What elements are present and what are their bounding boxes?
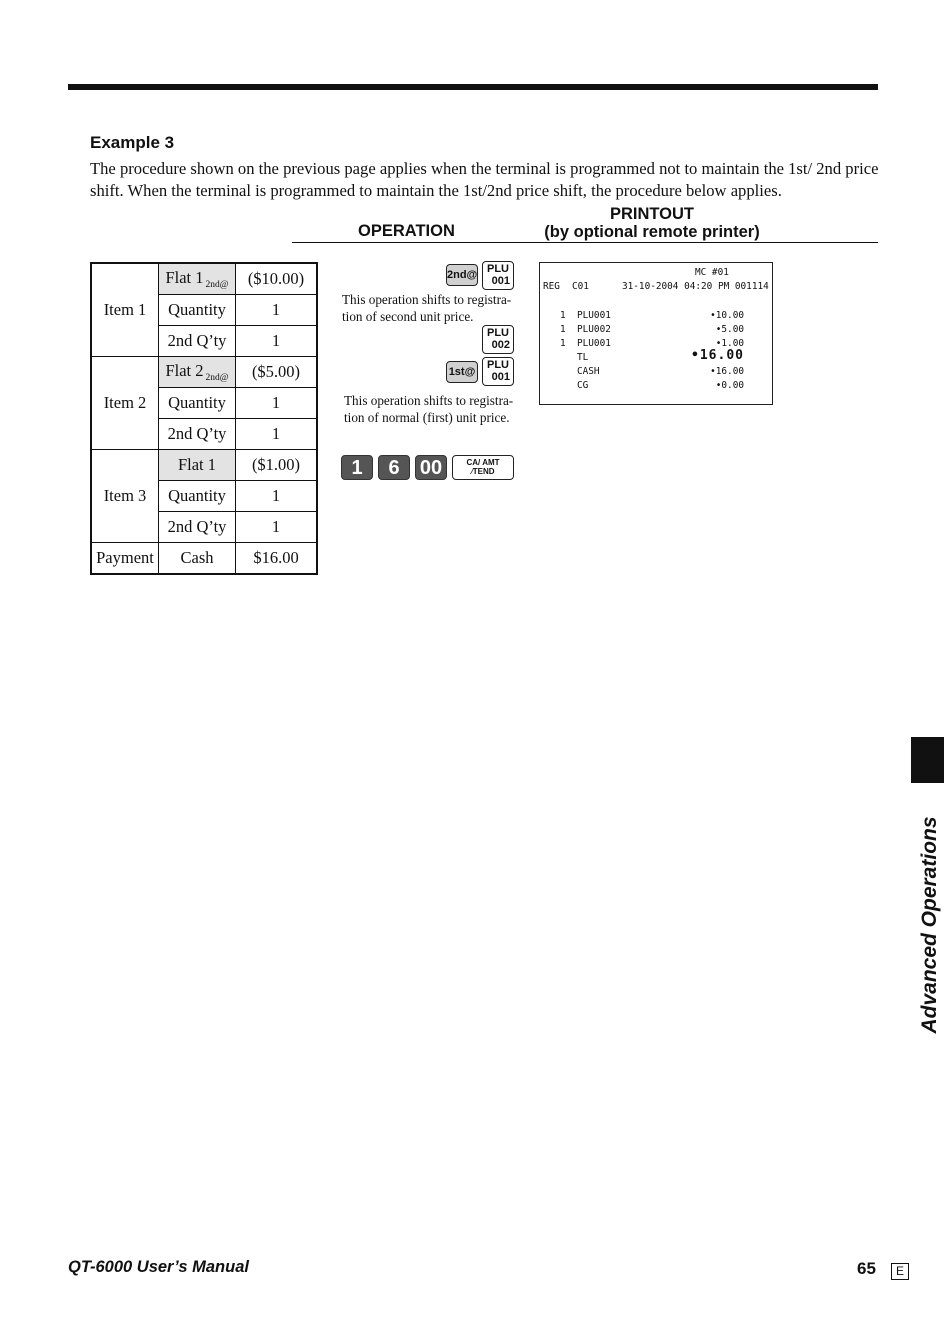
quantity-value: 1 xyxy=(236,295,318,326)
payment-amount: $16.00 xyxy=(236,543,318,575)
receipt-line-name: PLU001 xyxy=(577,338,611,349)
plu-002-key[interactable] xyxy=(482,325,514,354)
tend-key-top: CA/ AMT xyxy=(466,458,500,467)
plu-001-key[interactable] xyxy=(482,357,514,386)
footer-manual-title: QT-6000 User’s Manual xyxy=(68,1258,249,1276)
intro-paragraph: The procedure shown on the previous page applies when the terminal is programmed not to maintain the 1st/ 2nd price shift. When the terminal is programmed to maintain the 1st/2nd price shift, the procedure below applies. xyxy=(90,159,879,200)
receipt-line-qty: 1 xyxy=(560,324,566,335)
second-qty-value: 1 xyxy=(236,512,318,543)
quantity-label: Quantity xyxy=(159,388,236,419)
example-title: Example 3 xyxy=(90,133,175,152)
receipt-clerk: C01 xyxy=(572,281,589,292)
flat-label: Flat 1 $_{2nd@}$ xyxy=(159,263,236,295)
receipt-cash-amount: •16.00 xyxy=(710,366,744,377)
plu-key-number: 002 xyxy=(491,339,510,351)
table-row xyxy=(91,263,317,295)
plu-001-key[interactable] xyxy=(482,261,514,290)
first-price-key[interactable]: 1st@ xyxy=(446,361,478,383)
language-badge: E xyxy=(891,1263,909,1280)
plu-key-number: 001 xyxy=(491,371,510,383)
digit-1-key[interactable]: 1 xyxy=(341,455,373,480)
digit-00-key[interactable]: 00 xyxy=(415,455,447,480)
operation-table xyxy=(90,262,318,575)
payment-method: Cash xyxy=(159,543,236,575)
quantity-label: Quantity xyxy=(159,481,236,512)
printout-heading-line2: (by optional remote printer) xyxy=(544,223,760,241)
note-line: This operation shifts to registra- xyxy=(342,292,512,307)
second-qty-value: 1 xyxy=(236,326,318,357)
second-qty-label: 2nd Q’ty xyxy=(159,326,236,357)
flat-value: ($10.00) xyxy=(236,263,318,295)
receipt-mode: REG xyxy=(543,281,560,292)
second-qty-label: 2nd Q’ty xyxy=(159,512,236,543)
quantity-value: 1 xyxy=(236,388,318,419)
table-row xyxy=(91,357,317,388)
plu-key-label: PLU xyxy=(487,263,509,275)
printout-heading xyxy=(537,205,767,241)
top-rule xyxy=(68,84,878,90)
tend-key-bottom: ⁄TEND xyxy=(471,467,495,476)
receipt-line-qty: 1 xyxy=(560,338,566,349)
printout-heading-line1: PRINTOUT xyxy=(609,205,695,223)
receipt-change-label: CG xyxy=(577,380,589,391)
flat-label: Flat 2 $_{2nd@}$ xyxy=(159,357,236,388)
note-line: tion of second unit price. xyxy=(342,309,474,324)
quantity-value: 1 xyxy=(236,481,318,512)
note-line: This operation shifts to registra- xyxy=(344,393,514,408)
table-row xyxy=(91,450,317,481)
receipt-line-name: PLU001 xyxy=(577,310,611,321)
flat-sub: 2nd@ xyxy=(205,280,229,290)
page-number: 65 xyxy=(857,1259,876,1278)
receipt-change-amount: •0.00 xyxy=(715,380,744,391)
receipt-datetime: 31-10-2004 04:20 PM 001114 xyxy=(622,281,769,292)
receipt-line-qty: 1 xyxy=(560,310,566,321)
second-price-key[interactable]: 2nd@ xyxy=(446,264,478,286)
section-tab-marker xyxy=(911,737,944,783)
second-qty-value: 1 xyxy=(236,419,318,450)
section-side-label: Advanced Operations xyxy=(918,816,941,1034)
flat-sub: 2nd@ xyxy=(205,373,229,383)
item-name: Item 2 xyxy=(91,357,159,450)
table-row xyxy=(91,543,317,575)
plu-key-number: 001 xyxy=(491,275,510,287)
item-name: Item 3 xyxy=(91,450,159,543)
flat-value: ($5.00) xyxy=(236,357,318,388)
cash-amount-tend-key[interactable] xyxy=(452,455,514,480)
shift-second-note xyxy=(342,291,511,325)
receipt-line-name: PLU002 xyxy=(577,324,611,335)
item-name: Item 1 xyxy=(91,263,159,357)
receipt-total-amount: •16.00 xyxy=(691,348,744,363)
note-line: tion of normal (first) unit price. xyxy=(344,410,510,425)
digit-6-key[interactable]: 6 xyxy=(378,455,410,480)
receipt-line-amount: •1.00 xyxy=(715,338,744,349)
flat-label: Flat 1 xyxy=(159,450,236,481)
second-qty-label: 2nd Q’ty xyxy=(159,419,236,450)
receipt-line-amount: •10.00 xyxy=(710,310,744,321)
receipt-printout xyxy=(539,262,773,405)
operation-heading: OPERATION xyxy=(358,222,455,240)
receipt-machine-no: MC #01 xyxy=(695,267,729,278)
payment-label: Payment xyxy=(91,543,159,575)
receipt-cash-label: CASH xyxy=(577,366,600,377)
shift-first-note xyxy=(344,392,513,426)
operation-rule xyxy=(292,242,878,243)
flat-value: ($1.00) xyxy=(236,450,318,481)
quantity-label: Quantity xyxy=(159,295,236,326)
plu-key-label: PLU xyxy=(487,359,509,371)
receipt-line-amount: •5.00 xyxy=(715,324,744,335)
receipt-total-label: TL xyxy=(577,352,589,363)
plu-key-label: PLU xyxy=(487,327,509,339)
